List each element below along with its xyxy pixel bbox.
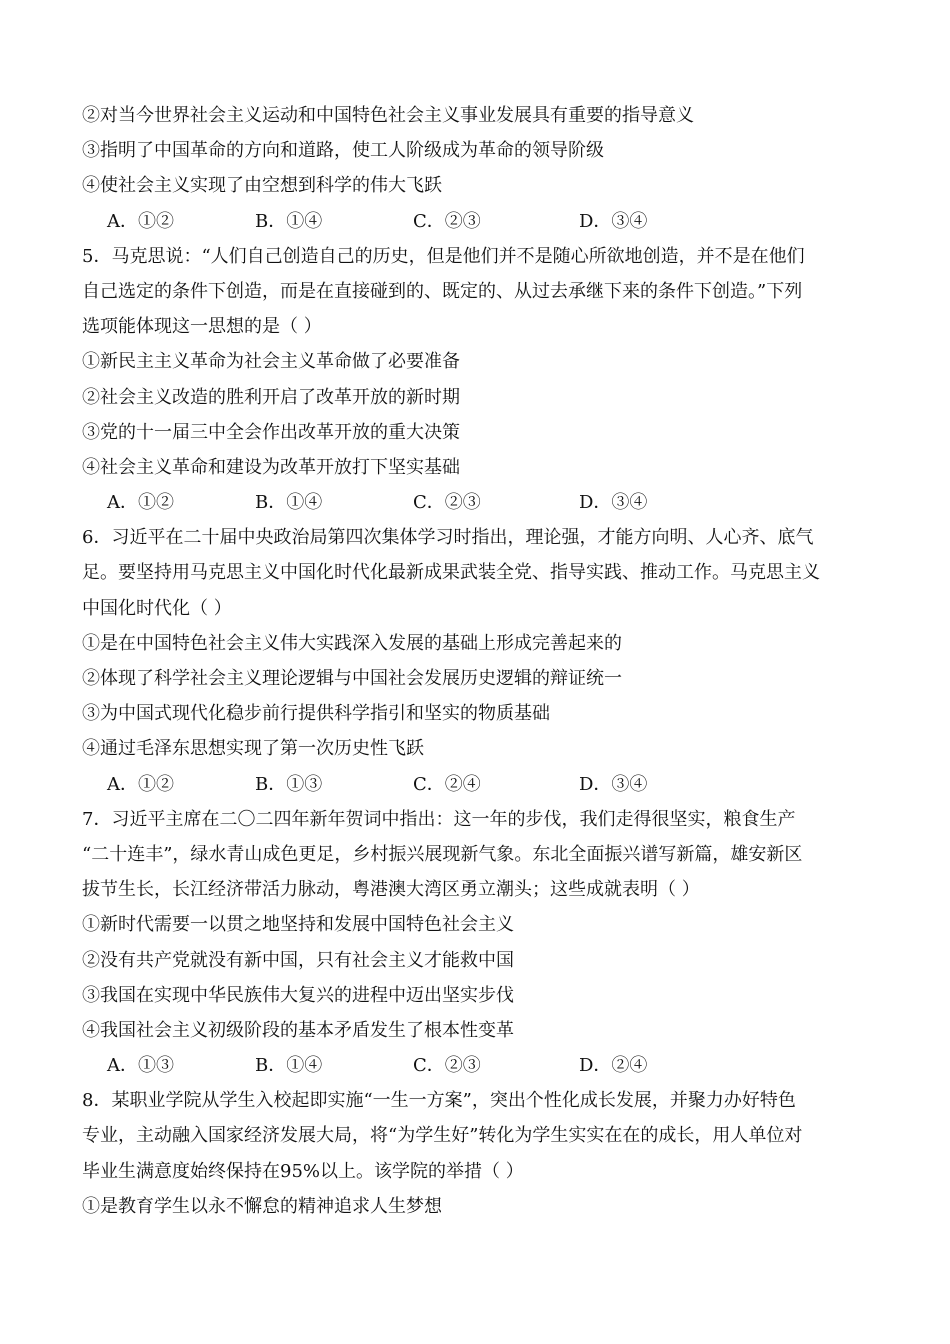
q5-choice-a[interactable]: A．①② (107, 492, 174, 514)
question-4 (82, 98, 882, 239)
q5-option-1: ①新民主主义革命为社会主义革命做了必要准备 (82, 351, 460, 373)
q5-option-3: ③党的十一届三中全会作出改革开放的重大决策 (82, 421, 460, 443)
q7-option-4: ④我国社会主义初级阶段的基本矛盾发生了根本性变革 (82, 1019, 514, 1041)
q7-stem-line-2: “二十连丰”，绿水青山成色更足，乡村振兴展现新气象。东北全面振兴谱写新篇，雄安新区 (82, 843, 803, 865)
q7-option-3: ③我国在实现中华民族伟大复兴的进程中迈出坚实步伐 (82, 984, 514, 1006)
q8-option-1: ①是教育学生以永不懈怠的精神追求人生梦想 (82, 1195, 442, 1217)
q7-choices (82, 1048, 882, 1083)
q7-option-2: ②没有共产党就没有新中国，只有社会主义才能救中国 (82, 949, 514, 971)
q6-stem-line-1: 6．习近平在二十届中央政治局第四次集体学习时指出，理论强，才能方向明、人心齐、底气 (82, 527, 814, 549)
q7-choice-d[interactable]: D．②④ (579, 1055, 648, 1077)
q5-option-4: ④社会主义革命和建设为改革开放打下坚实基础 (82, 456, 460, 478)
q5-choice-d[interactable]: D．③④ (579, 492, 648, 514)
q4-choice-a[interactable]: A．①② (107, 210, 174, 232)
q5-stem-line-2: 自己选定的条件下创造，而是在直接碰到的、既定的、从过去承继下来的条件下创造。”下列 (82, 280, 803, 302)
q8-stem-line-3: 毕业生满意度始终保持在95%以上。该学院的举措（ ） (82, 1160, 524, 1182)
q7-choice-a[interactable]: A．①③ (107, 1055, 174, 1077)
q5-stem-line-3: 选项能体现这一思想的是（ ） (82, 316, 322, 338)
q5-choice-c[interactable]: C．②③ (413, 492, 481, 514)
q4-choice-b[interactable]: B．①④ (255, 210, 323, 232)
q7-choice-c[interactable]: C．②③ (413, 1055, 481, 1077)
q8-stem-line-1: 8．某职业学院从学生入校起即实施“一生一方案”，突出个性化成长发展，并聚力办好特色 (82, 1090, 796, 1112)
q4-choices (82, 204, 882, 239)
q6-choices (82, 767, 882, 802)
q6-option-1: ①是在中国特色社会主义伟大实践深入发展的基础上形成完善起来的 (82, 632, 622, 654)
question-6 (82, 520, 882, 802)
question-8 (82, 1083, 882, 1224)
q6-choice-d[interactable]: D．③④ (579, 773, 648, 795)
question-7 (82, 802, 882, 1084)
q6-stem-line-3: 中国化时代化（ ） (82, 597, 232, 619)
q6-stem-line-2: 足。要坚持用马克思主义中国化时代化最新成果武装全党、指导实践、推动工作。马克思主义 (82, 562, 820, 584)
q6-option-4: ④通过毛泽东思想实现了第一次历史性飞跃 (82, 738, 424, 760)
q7-choice-b[interactable]: B．①④ (255, 1055, 323, 1077)
question-5 (82, 239, 882, 521)
q6-choice-c[interactable]: C．②④ (413, 773, 481, 795)
q5-option-2: ②社会主义改造的胜利开启了改革开放的新时期 (82, 386, 460, 408)
q7-stem-line-3: 拔节生长，长江经济带活力脉动，粤港澳大湾区勇立潮头；这些成就表明（ ） (82, 879, 700, 901)
q6-option-2: ②体现了科学社会主义理论逻辑与中国社会发展历史逻辑的辩证统一 (82, 668, 622, 689)
q8-stem-line-2: 专业，主动融入国家经济发展大局，将“为学生好”转化为学生实实在在的成长，用人单位对 (82, 1125, 803, 1147)
q4-option-3: ③指明了中国革命的方向和道路，使工人阶级成为革命的领导阶级 (82, 140, 604, 162)
q6-option-3: ③为中国式现代化稳步前行提供科学指引和坚实的物质基础 (82, 703, 550, 725)
q4-choice-c[interactable]: C．②③ (413, 210, 481, 232)
q5-choice-b[interactable]: B．①④ (255, 492, 323, 514)
q5-stem-line-1: 5．马克思说：“人们自己创造自己的历史，但是他们并不是随心所欲地创造，并不是在他们 (82, 245, 805, 267)
q4-choice-d[interactable]: D．③④ (579, 210, 648, 232)
q4-option-4: ④使社会主义实现了由空想到科学的伟大飞跃 (82, 175, 442, 197)
q5-choices (82, 485, 882, 520)
q6-choice-a[interactable]: A．①② (107, 773, 174, 795)
exam-page (82, 98, 882, 1224)
q7-option-1: ①新时代需要一以贯之地坚持和发展中国特色社会主义 (82, 914, 514, 936)
q7-stem-line-1: 7．习近平主席在二〇二四年新年贺词中指出：这一年的步伐，我们走得很坚实，粮食生产 (82, 808, 796, 830)
q4-option-2: ②对当今世界社会主义运动和中国特色社会主义事业发展具有重要的指导意义 (82, 105, 694, 126)
q6-choice-b[interactable]: B．①③ (255, 773, 323, 795)
